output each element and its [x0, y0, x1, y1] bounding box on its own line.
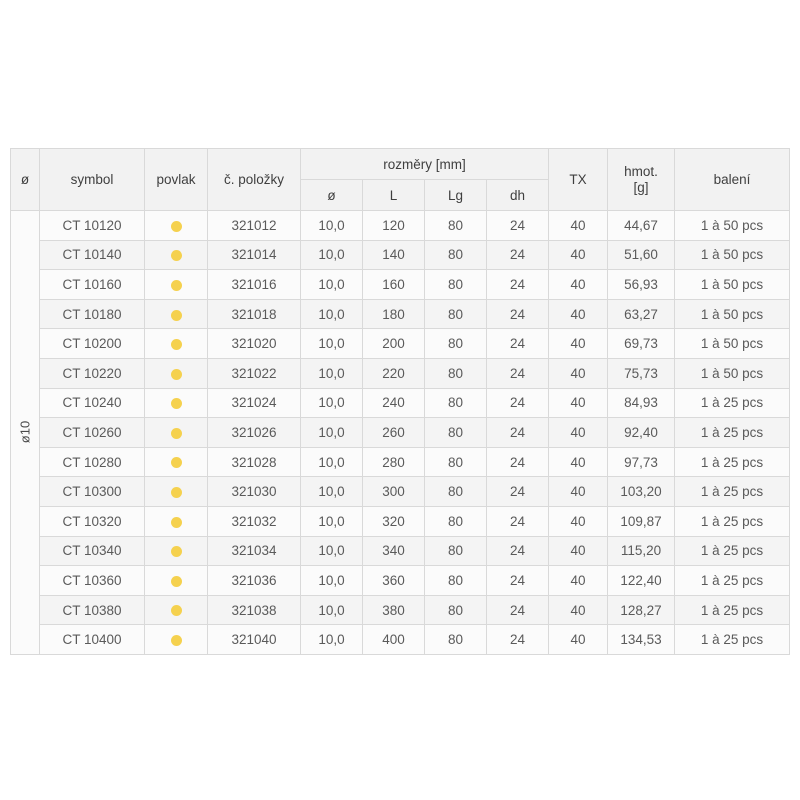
cell-tx: 40 — [549, 477, 608, 507]
cell-packaging: 1 à 25 pcs — [675, 566, 790, 596]
cell-packaging: 1 à 50 pcs — [675, 358, 790, 388]
table-row — [11, 625, 790, 655]
cell-lg: 80 — [425, 477, 487, 507]
cell-dh: 24 — [487, 447, 549, 477]
cell-length: 280 — [363, 447, 425, 477]
cell-coating — [145, 358, 208, 388]
cell-packaging: 1 à 25 pcs — [675, 477, 790, 507]
table-row — [11, 418, 790, 448]
cell-coating — [145, 270, 208, 300]
row-group-label-text: ø10 — [17, 421, 33, 444]
cell-weight: 44,67 — [608, 211, 675, 241]
cell-weight: 56,93 — [608, 270, 675, 300]
cell-tx: 40 — [549, 358, 608, 388]
cell-packaging: 1 à 25 pcs — [675, 418, 790, 448]
cell-weight: 75,73 — [608, 358, 675, 388]
cell-item-number: 321028 — [208, 447, 301, 477]
cell-length: 200 — [363, 329, 425, 359]
table-row — [11, 388, 790, 418]
cell-tx: 40 — [549, 240, 608, 270]
cell-dh: 24 — [487, 625, 549, 655]
cell-symbol: CT 10280 — [40, 447, 145, 477]
cell-item-number: 321024 — [208, 388, 301, 418]
cell-coating — [145, 536, 208, 566]
cell-diameter: 10,0 — [301, 388, 363, 418]
cell-diameter: 10,0 — [301, 595, 363, 625]
cell-length: 160 — [363, 270, 425, 300]
table-body — [11, 211, 790, 655]
cell-length: 260 — [363, 418, 425, 448]
cell-lg: 80 — [425, 211, 487, 241]
cell-diameter: 10,0 — [301, 566, 363, 596]
specification-table — [10, 148, 790, 655]
yellow-dot-icon — [171, 546, 182, 557]
table-header-row-1 — [11, 149, 790, 180]
table-row — [11, 270, 790, 300]
cell-item-number: 321030 — [208, 477, 301, 507]
cell-packaging: 1 à 25 pcs — [675, 536, 790, 566]
cell-length: 300 — [363, 477, 425, 507]
cell-symbol: CT 10160 — [40, 270, 145, 300]
cell-packaging: 1 à 25 pcs — [675, 388, 790, 418]
cell-dh: 24 — [487, 329, 549, 359]
cell-weight: 63,27 — [608, 299, 675, 329]
cell-length: 400 — [363, 625, 425, 655]
cell-weight: 69,73 — [608, 329, 675, 359]
cell-dh: 24 — [487, 240, 549, 270]
cell-dh: 24 — [487, 299, 549, 329]
cell-lg: 80 — [425, 240, 487, 270]
cell-diameter: 10,0 — [301, 477, 363, 507]
cell-dh: 24 — [487, 566, 549, 596]
cell-length: 340 — [363, 536, 425, 566]
row-group-label — [11, 211, 40, 655]
table-row — [11, 477, 790, 507]
cell-weight: 115,20 — [608, 536, 675, 566]
cell-symbol: CT 10380 — [40, 595, 145, 625]
header-item-number: č. položky — [208, 149, 301, 211]
cell-symbol: CT 10200 — [40, 329, 145, 359]
cell-tx: 40 — [549, 625, 608, 655]
cell-item-number: 321034 — [208, 536, 301, 566]
cell-packaging: 1 à 50 pcs — [675, 270, 790, 300]
header-tx: TX — [549, 149, 608, 211]
cell-dh: 24 — [487, 536, 549, 566]
cell-weight: 103,20 — [608, 477, 675, 507]
yellow-dot-icon — [171, 605, 182, 616]
cell-lg: 80 — [425, 329, 487, 359]
yellow-dot-icon — [171, 576, 182, 587]
cell-length: 140 — [363, 240, 425, 270]
table-row — [11, 240, 790, 270]
header-sub-lg: Lg — [425, 180, 487, 211]
cell-item-number: 321022 — [208, 358, 301, 388]
cell-tx: 40 — [549, 299, 608, 329]
cell-tx: 40 — [549, 447, 608, 477]
header-sub-l: L — [363, 180, 425, 211]
cell-lg: 80 — [425, 506, 487, 536]
table-row — [11, 358, 790, 388]
cell-lg: 80 — [425, 358, 487, 388]
cell-diameter: 10,0 — [301, 329, 363, 359]
cell-symbol: CT 10260 — [40, 418, 145, 448]
table-row — [11, 595, 790, 625]
cell-dh: 24 — [487, 211, 549, 241]
yellow-dot-icon — [171, 339, 182, 350]
cell-tx: 40 — [549, 595, 608, 625]
yellow-dot-icon — [171, 635, 182, 646]
cell-dh: 24 — [487, 358, 549, 388]
cell-symbol: CT 10300 — [40, 477, 145, 507]
cell-symbol: CT 10120 — [40, 211, 145, 241]
cell-lg: 80 — [425, 536, 487, 566]
cell-weight: 51,60 — [608, 240, 675, 270]
cell-item-number: 321036 — [208, 566, 301, 596]
yellow-dot-icon — [171, 398, 182, 409]
cell-coating — [145, 211, 208, 241]
yellow-dot-icon — [171, 310, 182, 321]
table-row — [11, 447, 790, 477]
cell-symbol: CT 10180 — [40, 299, 145, 329]
cell-item-number: 321012 — [208, 211, 301, 241]
cell-packaging: 1 à 50 pcs — [675, 211, 790, 241]
header-sub-diameter: ø — [301, 180, 363, 211]
cell-lg: 80 — [425, 418, 487, 448]
cell-dh: 24 — [487, 418, 549, 448]
cell-tx: 40 — [549, 388, 608, 418]
cell-diameter: 10,0 — [301, 447, 363, 477]
cell-dh: 24 — [487, 388, 549, 418]
cell-item-number: 321020 — [208, 329, 301, 359]
cell-coating — [145, 388, 208, 418]
cell-weight: 97,73 — [608, 447, 675, 477]
cell-tx: 40 — [549, 211, 608, 241]
cell-tx: 40 — [549, 329, 608, 359]
cell-diameter: 10,0 — [301, 506, 363, 536]
yellow-dot-icon — [171, 487, 182, 498]
yellow-dot-icon — [171, 221, 182, 232]
cell-lg: 80 — [425, 447, 487, 477]
cell-coating — [145, 240, 208, 270]
yellow-dot-icon — [171, 280, 182, 291]
cell-coating — [145, 418, 208, 448]
cell-diameter: 10,0 — [301, 358, 363, 388]
cell-diameter: 10,0 — [301, 211, 363, 241]
cell-packaging: 1 à 25 pcs — [675, 595, 790, 625]
header-diameter: ø — [11, 149, 40, 211]
table-header — [11, 149, 790, 211]
cell-coating — [145, 299, 208, 329]
cell-tx: 40 — [549, 418, 608, 448]
table-row — [11, 536, 790, 566]
cell-coating — [145, 566, 208, 596]
cell-dh: 24 — [487, 506, 549, 536]
cell-diameter: 10,0 — [301, 418, 363, 448]
cell-weight: 84,93 — [608, 388, 675, 418]
cell-tx: 40 — [549, 536, 608, 566]
table-row — [11, 506, 790, 536]
cell-item-number: 321032 — [208, 506, 301, 536]
yellow-dot-icon — [171, 457, 182, 468]
cell-length: 320 — [363, 506, 425, 536]
cell-weight: 109,87 — [608, 506, 675, 536]
table-row — [11, 566, 790, 596]
cell-coating — [145, 625, 208, 655]
cell-tx: 40 — [549, 506, 608, 536]
cell-tx: 40 — [549, 270, 608, 300]
cell-symbol: CT 10320 — [40, 506, 145, 536]
cell-length: 220 — [363, 358, 425, 388]
cell-symbol: CT 10220 — [40, 358, 145, 388]
header-sub-dh: dh — [487, 180, 549, 211]
cell-coating — [145, 447, 208, 477]
cell-weight: 122,40 — [608, 566, 675, 596]
cell-symbol: CT 10140 — [40, 240, 145, 270]
header-dimensions-group: rozměry [mm] — [301, 149, 549, 180]
cell-lg: 80 — [425, 625, 487, 655]
cell-lg: 80 — [425, 595, 487, 625]
yellow-dot-icon — [171, 428, 182, 439]
cell-length: 180 — [363, 299, 425, 329]
cell-lg: 80 — [425, 566, 487, 596]
cell-length: 360 — [363, 566, 425, 596]
yellow-dot-icon — [171, 369, 182, 380]
cell-item-number: 321026 — [208, 418, 301, 448]
cell-coating — [145, 506, 208, 536]
cell-packaging: 1 à 50 pcs — [675, 329, 790, 359]
cell-packaging: 1 à 25 pcs — [675, 625, 790, 655]
header-packaging: balení — [675, 149, 790, 211]
cell-length: 120 — [363, 211, 425, 241]
cell-symbol: CT 10240 — [40, 388, 145, 418]
header-symbol: symbol — [40, 149, 145, 211]
header-weight-line1: hmot. — [624, 163, 658, 179]
cell-dh: 24 — [487, 477, 549, 507]
yellow-dot-icon — [171, 250, 182, 261]
cell-item-number: 321014 — [208, 240, 301, 270]
cell-item-number: 321040 — [208, 625, 301, 655]
cell-item-number: 321016 — [208, 270, 301, 300]
cell-lg: 80 — [425, 299, 487, 329]
table-row — [11, 211, 790, 241]
cell-length: 380 — [363, 595, 425, 625]
cell-item-number: 321038 — [208, 595, 301, 625]
header-weight-line2: [g] — [633, 179, 649, 195]
cell-packaging: 1 à 25 pcs — [675, 447, 790, 477]
cell-symbol: CT 10340 — [40, 536, 145, 566]
cell-packaging: 1 à 50 pcs — [675, 240, 790, 270]
cell-dh: 24 — [487, 595, 549, 625]
table-row — [11, 329, 790, 359]
cell-tx: 40 — [549, 566, 608, 596]
cell-item-number: 321018 — [208, 299, 301, 329]
cell-coating — [145, 477, 208, 507]
cell-coating — [145, 595, 208, 625]
yellow-dot-icon — [171, 517, 182, 528]
cell-symbol: CT 10360 — [40, 566, 145, 596]
cell-packaging: 1 à 50 pcs — [675, 299, 790, 329]
cell-symbol: CT 10400 — [40, 625, 145, 655]
cell-diameter: 10,0 — [301, 536, 363, 566]
cell-diameter: 10,0 — [301, 270, 363, 300]
cell-lg: 80 — [425, 388, 487, 418]
header-weight — [608, 149, 675, 211]
cell-weight: 92,40 — [608, 418, 675, 448]
cell-coating — [145, 329, 208, 359]
cell-packaging: 1 à 25 pcs — [675, 506, 790, 536]
cell-lg: 80 — [425, 270, 487, 300]
cell-weight: 128,27 — [608, 595, 675, 625]
cell-weight: 134,53 — [608, 625, 675, 655]
cell-length: 240 — [363, 388, 425, 418]
table-row — [11, 299, 790, 329]
cell-diameter: 10,0 — [301, 625, 363, 655]
cell-diameter: 10,0 — [301, 240, 363, 270]
cell-diameter: 10,0 — [301, 299, 363, 329]
cell-dh: 24 — [487, 270, 549, 300]
header-coating: povlak — [145, 149, 208, 211]
